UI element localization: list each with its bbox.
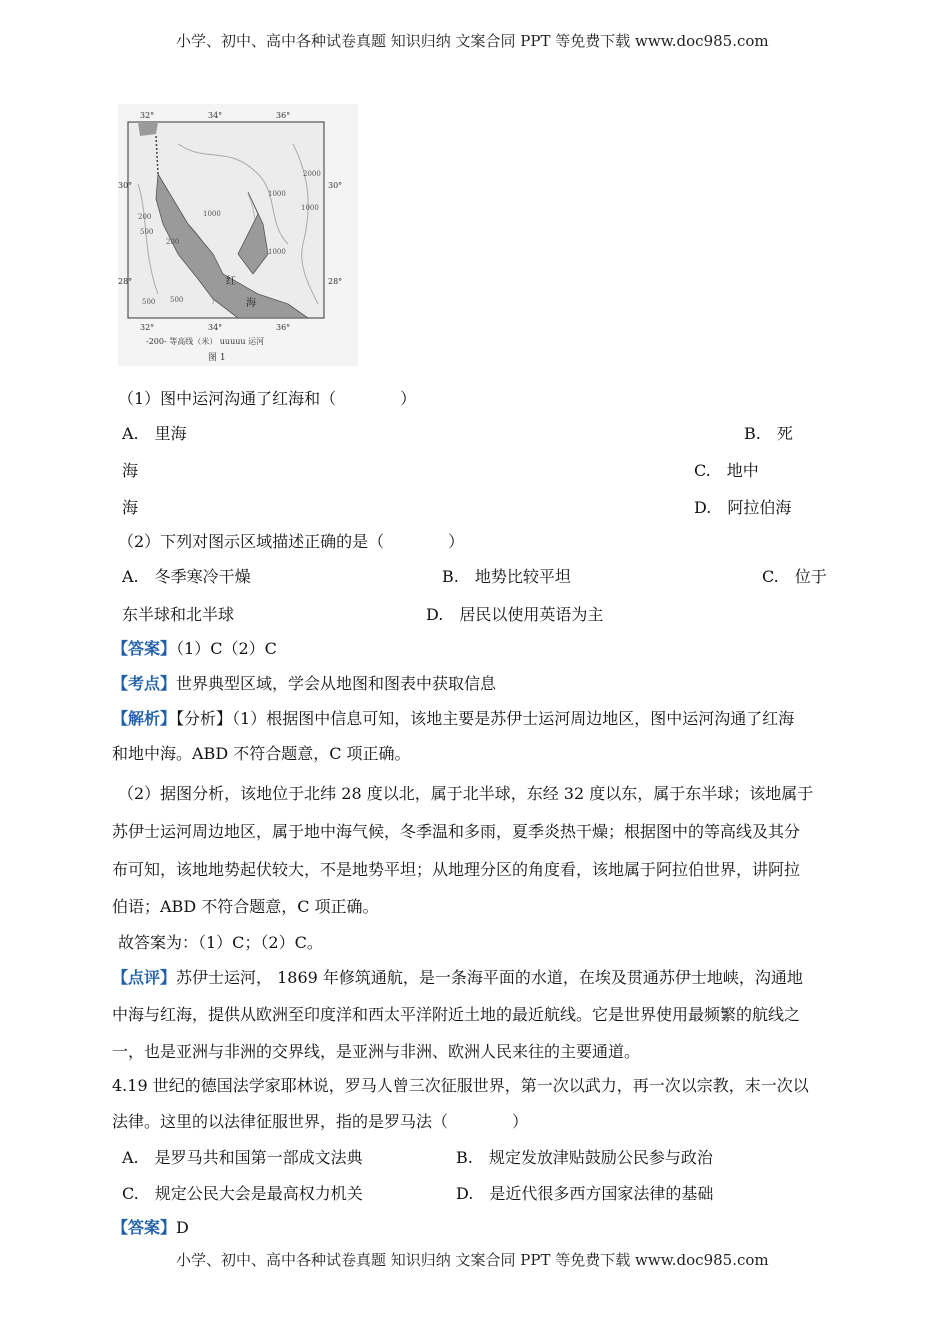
q1-option-c: C. 地中 [694,461,759,480]
jiexi-conclusion: 故答案为：（1）C；（2）C。 [118,933,323,952]
lon-label: 36° [276,323,291,332]
dianping-line: 中海与红海，提供从欧洲至印度洋和西太平洋附近土地的最近航线。它是世界使用最频繁的航线之 [112,1005,801,1024]
q4-option-d: D. 是近代很多西方国家法律的基础 [456,1184,714,1203]
kaodian-text: 世界典型区域，学会从地图和图表中获取信息 [176,674,497,693]
q1-option-b-cont: 海 [122,461,139,480]
lon-label: 34° [208,323,223,332]
q2-stem: （2）下列对图示区域描述正确的是（ ） [118,532,465,551]
contour-label: 1000 [301,204,319,212]
page-footer: 小学、初中、高中各种试卷真题 知识归纳 文案合同 PPT 等免费下载 www.doc985.com [176,1251,769,1269]
lon-label: 32° [140,323,155,332]
jiexi-line: （2）据图分析，该地位于北纬 28 度以北，属于北半球，东经 32 度以东，属于东半球；该地属于 [118,784,814,803]
q4-option-a: A. 是罗马共和国第一部成文法典 [122,1148,363,1167]
q1-stem: （1）图中运河沟通了红海和（ ） [118,389,417,408]
dianping-line [112,968,803,988]
lon-label: 36° [276,111,291,120]
q4-stem-cont: 法律。这里的以法律征服世界，指的是罗马法（ ） [112,1112,529,1131]
lon-label: 34° [208,111,223,120]
jiexi-text: 【分析】（1）根据图中信息可知，该地主要是苏伊士运河周边地区，图中运河沟通了红海 [176,709,795,728]
contour-label: 200 [138,213,152,221]
answer-tag: 【答案】 [112,639,177,658]
dianping-tag: 【点评】 [112,968,177,987]
kaodian-line [112,674,496,694]
legend: -200- 等高线（米） uuuuu 运河 [146,337,265,346]
q4-stem: 4.19 世纪的德国法学家耶林说，罗马人曾三次征服世界，第一次以武力，再一次以宗教，末一次以 [112,1076,809,1095]
contour-label: 1000 [268,248,286,256]
q1-option-b: B. 死 [744,424,793,443]
dianping-text: 苏伊士运河， 1869 年修筑通航，是一条海平面的水道，在埃及贯通苏伊士地峡，沟通地 [176,968,803,987]
q1-option-c-cont: 海 [122,498,139,517]
jiexi-line [112,709,794,729]
contour-label: 1000 [268,190,286,198]
contour-label: 2000 [303,170,321,178]
q1-option-a: A. 里海 [122,424,187,443]
answer-line [112,639,277,659]
jiexi-line: 和地中海。ABD 不符合题意，C 项正确。 [112,744,411,763]
answer4-text: D [176,1218,189,1237]
q2-option-b: B. 地势比较平坦 [442,567,571,586]
jiexi-line: 苏伊士运河周边地区，属于地中海气候，冬季温和多雨，夏季炎热干燥；根据图中的等高线及其分 [112,822,801,841]
page-header: 小学、初中、高中各种试卷真题 知识归纳 文案合同 PPT 等免费下载 www.doc985.com [176,32,769,50]
lat-label: 28° [328,277,343,286]
q2-option-c: C. 位于 [762,567,827,586]
lat-label: 30° [328,181,343,190]
figure-caption: 图 1 [208,353,226,363]
contour-label: 200 [166,238,180,246]
jiexi-line: 布可知，该地地势起伏较大，不是地势平坦；从地理分区的角度看，该地属于阿拉伯世界，讲阿拉 [112,860,801,879]
map-svg [118,104,358,366]
lon-label: 32° [140,111,155,120]
jiexi-tag: 【解析】 [112,709,177,728]
jiexi-line: 伯语；ABD 不符合题意，C 项正确。 [112,897,379,916]
answer4-line [112,1218,189,1238]
answer-text: （1）C（2）C [176,639,277,658]
sea-label: 海 [246,298,256,309]
q4-option-c: C. 规定公民大会是最高权力机关 [122,1184,363,1203]
contour-label: 500 [170,296,184,304]
sea-label: 红 [226,276,236,287]
q2-option-d: D. 居民以使用英语为主 [426,605,604,624]
contour-label: 500 [142,298,156,306]
map-figure [118,104,358,366]
kaodian-tag: 【考点】 [112,674,177,693]
q2-option-c-cont: 东半球和北半球 [122,605,235,624]
q2-option-a: A. 冬季寒冷干燥 [122,567,251,586]
q1-option-d: D. 阿拉伯海 [694,498,792,517]
q4-option-b: B. 规定发放津贴鼓励公民参与政治 [456,1148,713,1167]
contour-label: 1000 [203,210,221,218]
mediterranean-sea [138,122,158,136]
lat-label: 28° [118,277,133,286]
dianping-line: 一，也是亚洲与非洲的交界线，是亚洲与非洲、欧洲人民来往的主要通道。 [112,1042,641,1061]
lat-label: 30° [118,181,133,190]
answer4-tag: 【答案】 [112,1218,177,1237]
contour-label: 500 [140,228,154,236]
